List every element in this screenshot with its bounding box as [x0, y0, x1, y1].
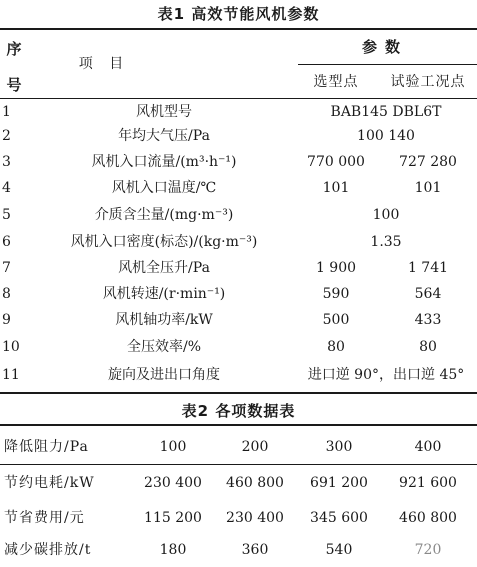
- table2-cell: 691 200: [310, 475, 368, 491]
- table1-row-seq: 8: [2, 286, 11, 302]
- table1-caption: 表1 高效节能风机参数: [157, 5, 320, 23]
- table2-cell: 180: [159, 542, 187, 558]
- table1-row-selection-value: 770 000: [307, 154, 365, 170]
- table1-header-rule: [0, 98, 477, 99]
- table2-row-label: 降低阻力/Pa: [4, 439, 89, 455]
- table1-row-seq: 6: [2, 234, 11, 250]
- table2-cell: 200: [241, 439, 269, 455]
- table1-header-item: 项 目: [78, 56, 130, 72]
- table1-row-selection-value: 101: [322, 180, 350, 196]
- table2-cell: 230 400: [226, 510, 284, 526]
- table2-cell: 230 400: [144, 475, 202, 491]
- table1-row-selection-value: 80: [327, 339, 345, 355]
- table1-row-item: 介质含尘量/(mg·m⁻³): [94, 207, 234, 223]
- table1-row-test-value: 101: [414, 180, 442, 196]
- table1-row-selection-value: 1 900: [315, 260, 357, 276]
- table1-row-merged-value: 1.35: [370, 234, 402, 250]
- table2-cell: 300: [325, 439, 353, 455]
- table2-row-rule: [0, 464, 477, 465]
- table1-row-seq: 4: [2, 180, 11, 196]
- table2-row-label: 节约电耗/kW: [4, 475, 95, 491]
- table2-cell: 540: [325, 542, 353, 558]
- table1-row-seq: 3: [2, 154, 11, 170]
- table2-cell: 400: [414, 439, 442, 455]
- table1-row-item: 全压效率/%: [126, 339, 202, 355]
- table1-row-test-value: 1 741: [407, 260, 449, 276]
- table1-row-item: 风机轴功率/kW: [115, 312, 213, 328]
- table1-header-params: 参数: [361, 38, 408, 56]
- table2-caption: 表2 各项数据表: [181, 402, 296, 420]
- table1-row-test-value: 727 280: [399, 154, 457, 170]
- table1-row-merged-value: 100: [372, 207, 400, 223]
- table1-row-test-value: 80: [419, 339, 437, 355]
- table1-row-selection-value: 590: [322, 286, 350, 302]
- table1-top-rule: [0, 28, 477, 30]
- table2-cell: 115 200: [144, 510, 202, 526]
- table1-row-merged-value: BAB145 DBL6T: [330, 104, 442, 120]
- table1-row-seq: 11: [2, 367, 20, 383]
- table1-row-item: 风机型号: [136, 104, 192, 120]
- table2-cell: 460 800: [226, 475, 284, 491]
- table1-row-seq: 9: [2, 312, 11, 328]
- table2-cell: 720: [414, 542, 442, 558]
- table1-bottom-rule: [0, 392, 477, 394]
- table1-row-selection-value: 500: [322, 312, 350, 328]
- table2-row-label: 节省费用/元: [4, 510, 85, 526]
- table1-row-item: 风机转速/(r·min⁻¹): [102, 286, 226, 302]
- table2-row-label: 减少碳排放/t: [4, 542, 92, 558]
- table1-row-merged-value: 进口逆 90°，出口逆 45°: [307, 367, 465, 383]
- table2-cell: 460 800: [399, 510, 457, 526]
- table1-header-test-point: 试验工况点: [390, 74, 466, 90]
- table1-header-seq-top: 序: [6, 40, 22, 58]
- table1-row-item: 年均大气压/Pa: [118, 128, 210, 144]
- table1-row-item: 风机入口密度(标态)/(kg·m⁻³): [70, 234, 258, 250]
- table1-params-subrule: [298, 64, 477, 65]
- table1-row-seq: 10: [2, 339, 20, 355]
- table1-row-item: 风机入口温度/℃: [111, 180, 217, 196]
- table1-row-item: 风机全压升/Pa: [118, 260, 210, 276]
- table2-cell: 360: [241, 542, 269, 558]
- table1-row-seq: 7: [2, 260, 11, 276]
- table2-top-rule: [0, 424, 477, 426]
- table1-row-seq: 1: [2, 104, 11, 120]
- table1-row-item: 风机入口流量/(m³·h⁻¹): [91, 154, 237, 170]
- table2-cell: 100: [159, 439, 187, 455]
- table1-row-seq: 5: [2, 207, 11, 223]
- table2-cell: 921 600: [399, 475, 457, 491]
- table1-row-test-value: 433: [414, 312, 442, 328]
- table2-cell: 345 600: [310, 510, 368, 526]
- table1-row-item: 旋向及进出口角度: [108, 367, 220, 383]
- table1-header-seq-bottom: 号: [6, 76, 22, 94]
- table1-header-selection-point: 选型点: [313, 74, 359, 90]
- table1-row-seq: 2: [2, 128, 11, 144]
- table1-row-test-value: 564: [414, 286, 442, 302]
- table1-row-merged-value: 100 140: [357, 128, 415, 144]
